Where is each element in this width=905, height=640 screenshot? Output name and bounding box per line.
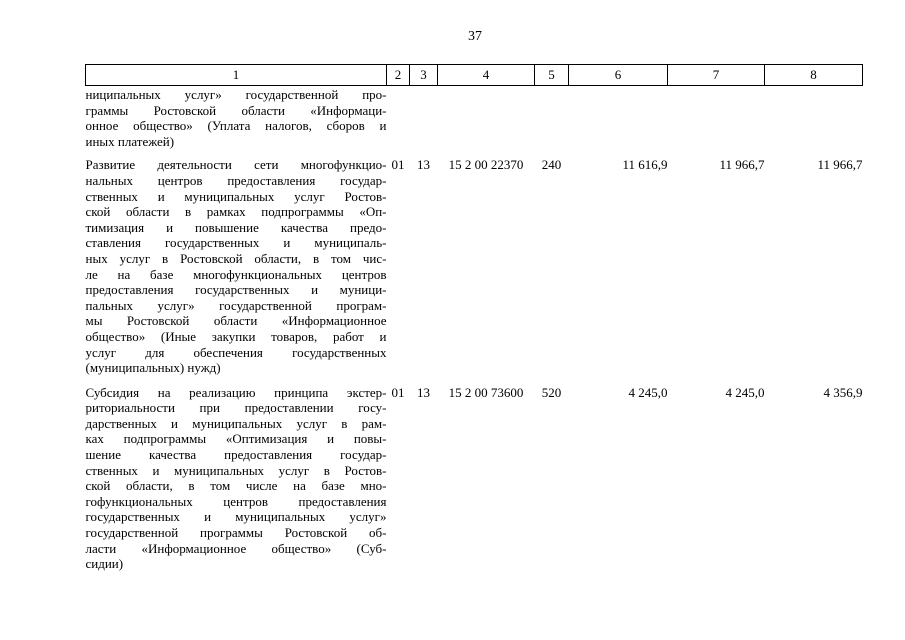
budget-table [85, 64, 863, 572]
cell-amount-1: 4 245,0 [628, 384, 668, 400]
cell-subsection: 13 [417, 157, 430, 173]
row-description [86, 385, 387, 572]
cell-section: 01 [391, 384, 405, 400]
header-col-1: 1 [86, 65, 387, 86]
description-line: ных услуг в Ростовской области, в том чис- [85, 250, 387, 266]
table-row [86, 157, 863, 384]
description-line: мы Ростовской области «Информационное [85, 313, 387, 329]
description-line: дарственных и муниципальных услуг в рам- [85, 415, 387, 431]
cell-amount-1 [569, 86, 668, 158]
description-line: предоставления государственных и муници- [85, 282, 387, 298]
description-line: Субсидия на реализацию принципа экстер- [85, 384, 387, 400]
description-line: нальных центров предоставления государ- [85, 172, 387, 188]
row-description [86, 157, 387, 384]
description-line: гофункциональных центров предоставления [85, 493, 387, 509]
page-number: 37 [468, 29, 482, 44]
description-line: ниципальных услуг» государственной про- [85, 87, 387, 102]
description-line: ласти «Информационное общество» (Суб- [85, 540, 387, 556]
header-col-4: 4 [438, 65, 535, 86]
description-line: ставления государственных и муниципаль- [85, 235, 387, 251]
header-col-3: 3 [410, 65, 438, 86]
cell-expense-type: 520 [541, 384, 562, 400]
cell-amount-1: 11 616,9 [622, 157, 668, 173]
description-line: Развитие деятельности сети многофункцио- [85, 157, 387, 173]
cell-expense-type: 240 [541, 157, 562, 173]
cell-expense-type [535, 86, 569, 158]
description-line: ках подпрограммы «Оптимизация и повы- [85, 431, 387, 447]
description-line: государственных и муниципальных услуг» [85, 509, 387, 525]
header-col-6: 6 [569, 65, 668, 86]
header-col-8: 8 [765, 65, 863, 86]
description-line: ственных и муниципальных услуг в Ростов- [85, 462, 387, 478]
cell-amount-2: 4 245,0 [725, 384, 765, 400]
cell-amount-3: 11 966,7 [817, 157, 863, 173]
description-line: государственной программы Ростовской об- [85, 525, 387, 541]
cell-amount-3: 4 356,9 [823, 384, 863, 400]
description-line: общество» (Иные закупки товаров, работ и [85, 328, 387, 344]
description-line: услуг для обеспечения государственных [85, 344, 387, 360]
cell-target-article: 15 2 00 73600 [448, 384, 524, 400]
cell-subsection: 13 [417, 384, 430, 400]
table-row [86, 86, 863, 158]
cell-subsection [410, 86, 438, 158]
description-line: иных платежей) [85, 133, 175, 149]
cell-target-article: 15 2 00 22370 [448, 157, 524, 173]
description-line: ственных и муниципальных услуг Ростов- [85, 188, 387, 204]
cell-target-article [438, 86, 535, 158]
description-line: ской области в рамках подпрограммы «Оп- [85, 204, 387, 220]
cell-section: 01 [391, 157, 405, 173]
cell-section [387, 86, 410, 158]
cell-amount-3 [765, 86, 863, 158]
description-line: онное общество» (Уплата налогов, сборов и [85, 118, 387, 134]
cell-amount-2 [668, 86, 765, 158]
description-line: риториальности при предоставлении госу- [85, 400, 387, 416]
description-line: пальных услуг» государственной програм- [85, 297, 387, 313]
header-col-7: 7 [668, 65, 765, 86]
description-line: ской области, в том числе на базе мно- [85, 478, 387, 494]
header-col-2: 2 [387, 65, 410, 86]
description-line: сидии) [85, 556, 124, 572]
description-line: (муниципальных) нужд) [85, 360, 221, 376]
cell-amount-2: 11 966,7 [719, 157, 765, 173]
header-col-5: 5 [535, 65, 569, 86]
table-row [86, 385, 863, 572]
description-line: ле на базе многофункциональных центров [85, 266, 387, 282]
header-row [86, 65, 863, 86]
description-line: тимизация и повышение качества предо- [85, 219, 387, 235]
description-line: шение качества предоставления государ- [85, 447, 387, 463]
description-line: граммы Ростовской области «Информаци- [85, 102, 387, 118]
row-description [86, 86, 387, 158]
